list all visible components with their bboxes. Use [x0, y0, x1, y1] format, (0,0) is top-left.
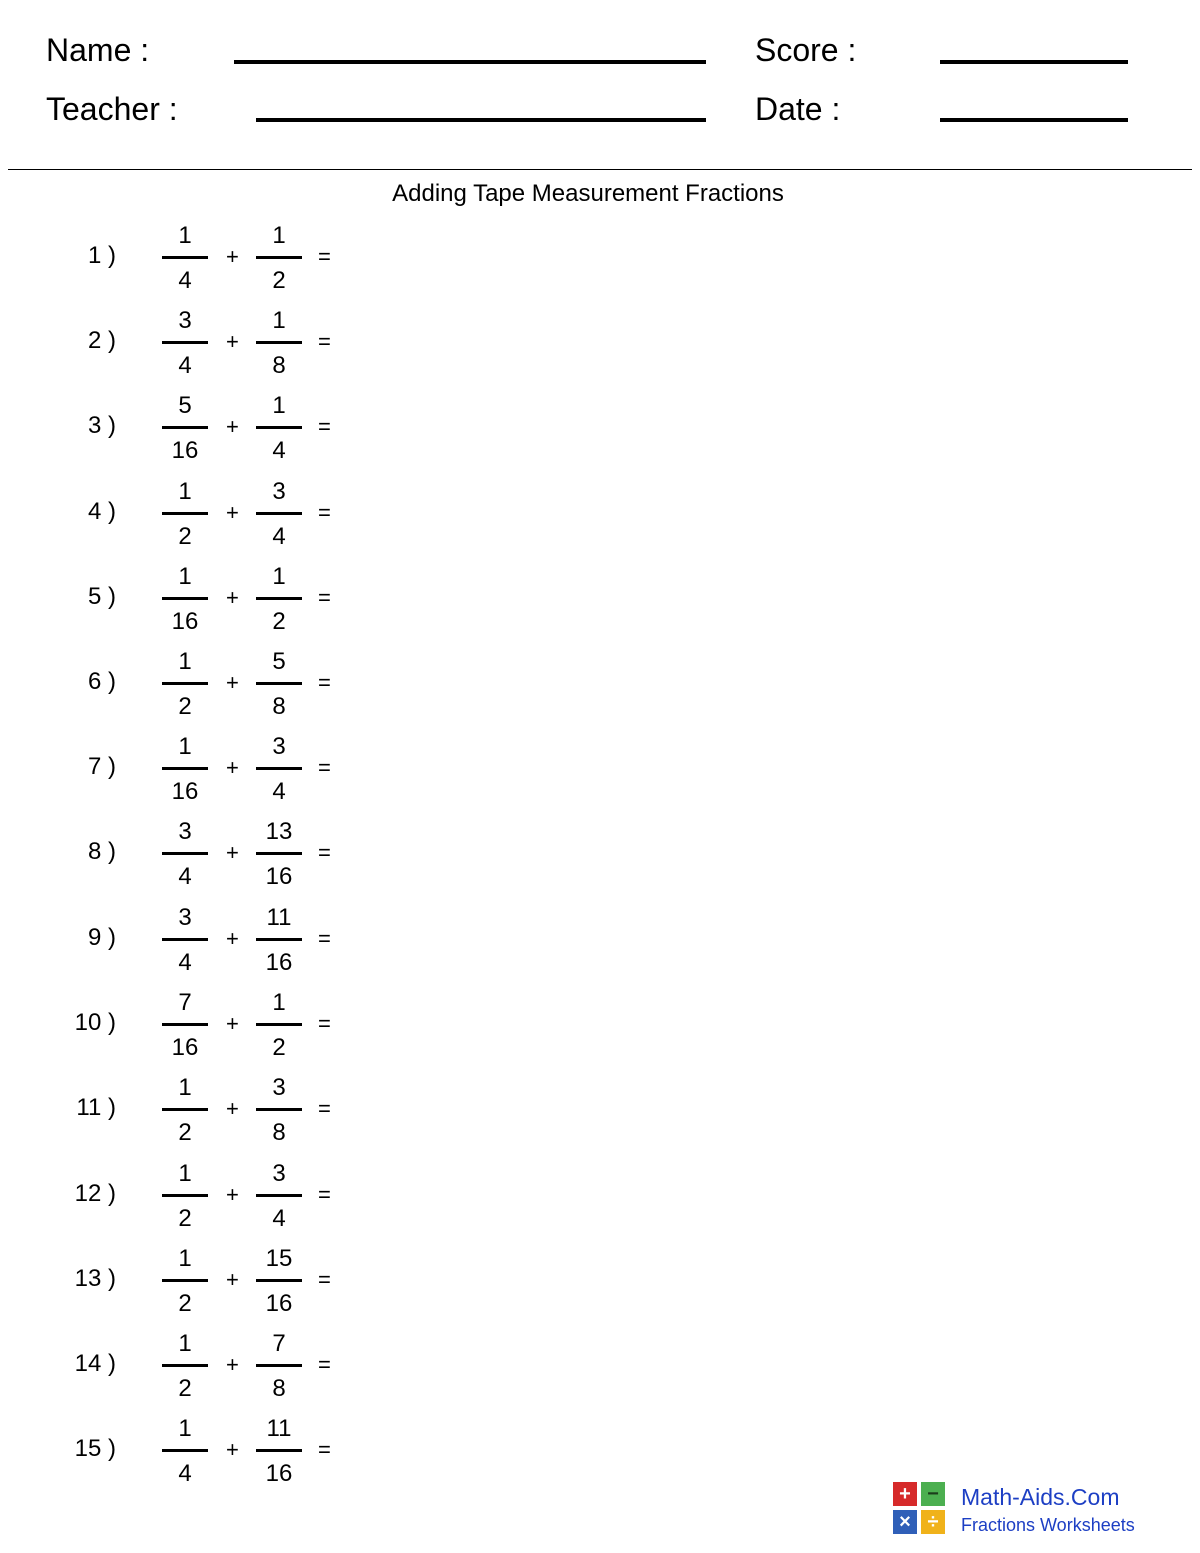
denominator: 2 — [272, 608, 286, 635]
denominator: 16 — [265, 1290, 293, 1317]
fraction-bar — [162, 1279, 208, 1282]
problem-item — [0, 565, 400, 645]
fraction-b — [256, 1076, 302, 1145]
fraction-bar — [162, 512, 208, 515]
problem-item — [0, 1247, 400, 1327]
numerator: 3 — [272, 733, 286, 760]
plus-sign: + — [226, 1096, 239, 1121]
equals-sign: = — [318, 1352, 331, 1377]
denominator: 8 — [272, 1375, 286, 1402]
fraction-b — [256, 991, 302, 1060]
fraction-bar — [162, 852, 208, 855]
numerator: 1 — [178, 1330, 192, 1357]
plus-sign: + — [226, 926, 239, 951]
equals-sign: = — [318, 755, 331, 780]
fraction-bar — [256, 1194, 302, 1197]
fraction-bar — [256, 682, 302, 685]
plus-sign: + — [226, 1011, 239, 1036]
problem-number: 2 ) — [87, 327, 116, 354]
equals-sign: = — [318, 1011, 331, 1036]
denominator: 2 — [178, 1290, 192, 1317]
fraction-bar — [162, 341, 208, 344]
problem-number: 1 ) — [87, 242, 116, 269]
numerator: 3 — [178, 818, 192, 845]
denominator: 8 — [272, 1119, 286, 1146]
problem-item — [0, 309, 400, 389]
fraction-bar — [162, 1194, 208, 1197]
fraction-b — [256, 394, 302, 463]
numerator: 7 — [178, 989, 192, 1016]
numerator: 11 — [266, 1415, 292, 1442]
problem-number: 10 ) — [74, 1009, 116, 1036]
plus-sign: + — [226, 755, 239, 780]
equals-sign: = — [318, 500, 331, 525]
fraction-bar — [162, 597, 208, 600]
fraction-bar — [256, 938, 302, 941]
fraction-a — [162, 565, 208, 634]
numerator: 3 — [272, 1074, 286, 1101]
plus-sign: + — [226, 414, 239, 439]
fraction-a — [162, 650, 208, 719]
fraction-bar — [256, 852, 302, 855]
numerator: 1 — [272, 989, 286, 1016]
denominator: 4 — [178, 863, 192, 890]
problem-number: 14 ) — [74, 1350, 116, 1377]
equals-sign: = — [318, 670, 331, 695]
denominator: 2 — [178, 523, 192, 550]
denominator: 16 — [171, 437, 199, 464]
numerator: 1 — [272, 563, 286, 590]
numerator: 5 — [178, 392, 192, 419]
plus-sign: + — [226, 329, 239, 354]
plus-sign: + — [226, 500, 239, 525]
fraction-bar — [256, 1108, 302, 1111]
numerator: 1 — [272, 222, 286, 249]
problem-number: 13 ) — [74, 1265, 116, 1292]
problem-number: 12 ) — [74, 1180, 116, 1207]
denominator: 4 — [178, 267, 192, 294]
denominator: 4 — [272, 778, 286, 805]
fraction-b — [256, 480, 302, 549]
denominator: 2 — [178, 693, 192, 720]
denominator: 4 — [178, 352, 192, 379]
date-field[interactable] — [940, 118, 1128, 122]
score-field[interactable] — [940, 60, 1128, 64]
denominator: 4 — [272, 1205, 286, 1232]
problem-item — [0, 1332, 400, 1412]
teacher-field[interactable] — [256, 118, 706, 122]
fraction-b — [256, 1332, 302, 1401]
equals-sign: = — [318, 926, 331, 951]
numerator: 1 — [178, 222, 192, 249]
fraction-a — [162, 991, 208, 1060]
logo-icon-grid — [893, 1482, 945, 1534]
fraction-a — [162, 480, 208, 549]
minus-icon: − — [921, 1482, 945, 1506]
fraction-b — [256, 820, 302, 889]
numerator: 5 — [272, 648, 286, 675]
fraction-a — [162, 1417, 208, 1486]
problem-number: 11 ) — [76, 1094, 116, 1121]
fraction-a — [162, 735, 208, 804]
date-label: Date : — [755, 91, 841, 127]
name-label: Name : — [46, 32, 150, 68]
math-aids-logo[interactable] — [893, 1482, 1173, 1538]
fraction-bar — [256, 1023, 302, 1026]
denominator: 4 — [272, 437, 286, 464]
problem-number: 5 ) — [87, 583, 116, 610]
plus-sign: + — [226, 840, 239, 865]
denominator: 4 — [178, 949, 192, 976]
numerator: 1 — [272, 307, 286, 334]
problem-item — [0, 991, 400, 1071]
plus-sign: + — [226, 244, 239, 269]
numerator: 15 — [265, 1245, 293, 1272]
denominator: 16 — [265, 949, 293, 976]
denominator: 16 — [171, 608, 199, 635]
denominator: 2 — [178, 1119, 192, 1146]
problem-item — [0, 480, 400, 560]
fraction-bar — [256, 512, 302, 515]
numerator: 1 — [178, 1245, 192, 1272]
fraction-bar — [256, 767, 302, 770]
fraction-b — [256, 735, 302, 804]
denominator: 16 — [171, 778, 199, 805]
fraction-a — [162, 394, 208, 463]
plus-sign: + — [226, 1267, 239, 1292]
fraction-bar — [256, 1449, 302, 1452]
fraction-a — [162, 1076, 208, 1145]
denominator: 4 — [272, 523, 286, 550]
plus-sign: + — [226, 1182, 239, 1207]
logo-subtitle: Fractions Worksheets — [961, 1515, 1135, 1535]
problem-item — [0, 394, 400, 474]
denominator: 8 — [272, 352, 286, 379]
numerator: 3 — [178, 904, 192, 931]
problem-number: 7 ) — [87, 753, 116, 780]
problem-item — [0, 820, 400, 900]
fraction-bar — [256, 1364, 302, 1367]
problem-item — [0, 1076, 400, 1156]
problem-number: 15 ) — [74, 1435, 116, 1462]
plus-sign: + — [226, 1437, 239, 1462]
denominator: 2 — [272, 1034, 286, 1061]
fraction-a — [162, 820, 208, 889]
equals-sign: = — [318, 414, 331, 439]
equals-sign: = — [318, 1182, 331, 1207]
fraction-a — [162, 224, 208, 293]
problem-number: 4 ) — [87, 498, 116, 525]
numerator: 11 — [266, 904, 292, 931]
plus-sign: + — [226, 670, 239, 695]
numerator: 1 — [272, 392, 286, 419]
plus-icon: + — [893, 1482, 917, 1506]
numerator: 1 — [178, 1074, 192, 1101]
problem-number: 3 ) — [87, 412, 116, 439]
equals-sign: = — [318, 1437, 331, 1462]
numerator: 7 — [272, 1330, 286, 1357]
fraction-bar — [162, 426, 208, 429]
fraction-b — [256, 1162, 302, 1231]
teacher-label: Teacher : — [46, 91, 178, 127]
denominator: 16 — [171, 1034, 199, 1061]
numerator: 1 — [178, 563, 192, 590]
plus-sign: + — [226, 1352, 239, 1377]
fraction-b — [256, 1417, 302, 1486]
name-field[interactable] — [234, 60, 706, 64]
fraction-bar — [256, 341, 302, 344]
fraction-a — [162, 906, 208, 975]
denominator: 2 — [178, 1375, 192, 1402]
equals-sign: = — [318, 585, 331, 610]
denominator: 16 — [265, 1460, 293, 1487]
fraction-bar — [162, 767, 208, 770]
divide-icon: ÷ — [921, 1510, 945, 1534]
denominator: 8 — [272, 693, 286, 720]
problem-number: 6 ) — [87, 668, 116, 695]
fraction-bar — [162, 1023, 208, 1026]
numerator: 1 — [178, 648, 192, 675]
problem-item — [0, 735, 400, 815]
problem-item — [0, 1417, 400, 1497]
equals-sign: = — [318, 840, 331, 865]
fraction-b — [256, 1247, 302, 1316]
denominator: 16 — [265, 863, 293, 890]
fraction-b — [256, 650, 302, 719]
equals-sign: = — [318, 1267, 331, 1292]
problem-number: 9 ) — [87, 924, 116, 951]
equals-sign: = — [318, 329, 331, 354]
numerator: 1 — [178, 1160, 192, 1187]
problem-number: 8 ) — [87, 838, 116, 865]
numerator: 1 — [178, 733, 192, 760]
logo-title: Math-Aids.Com — [961, 1484, 1120, 1510]
times-icon: × — [893, 1510, 917, 1534]
fraction-b — [256, 565, 302, 634]
fraction-bar — [256, 426, 302, 429]
fraction-b — [256, 906, 302, 975]
fraction-bar — [162, 1449, 208, 1452]
numerator: 3 — [272, 478, 286, 505]
fraction-a — [162, 1332, 208, 1401]
numerator: 3 — [178, 307, 192, 334]
problem-item — [0, 1162, 400, 1242]
problem-item — [0, 224, 400, 304]
fraction-b — [256, 309, 302, 378]
fraction-bar — [256, 1279, 302, 1282]
fraction-bar — [256, 597, 302, 600]
denominator: 2 — [272, 267, 286, 294]
worksheet-title: Adding Tape Measurement Fractions — [392, 180, 784, 207]
fraction-bar — [162, 256, 208, 259]
numerator: 1 — [178, 1415, 192, 1442]
fraction-bar — [256, 256, 302, 259]
fraction-bar — [162, 1364, 208, 1367]
score-label: Score : — [755, 32, 857, 68]
fraction-a — [162, 1162, 208, 1231]
equals-sign: = — [318, 244, 331, 269]
fraction-a — [162, 1247, 208, 1316]
equals-sign: = — [318, 1096, 331, 1121]
plus-sign: + — [226, 585, 239, 610]
numerator: 13 — [265, 818, 293, 845]
fraction-bar — [162, 1108, 208, 1111]
problem-item — [0, 650, 400, 730]
problem-item — [0, 906, 400, 986]
numerator: 3 — [272, 1160, 286, 1187]
denominator: 2 — [178, 1205, 192, 1232]
header-divider — [8, 169, 1192, 170]
numerator: 1 — [178, 478, 192, 505]
fraction-bar — [162, 938, 208, 941]
denominator: 4 — [178, 1460, 192, 1487]
fraction-bar — [162, 682, 208, 685]
fraction-b — [256, 224, 302, 293]
fraction-a — [162, 309, 208, 378]
